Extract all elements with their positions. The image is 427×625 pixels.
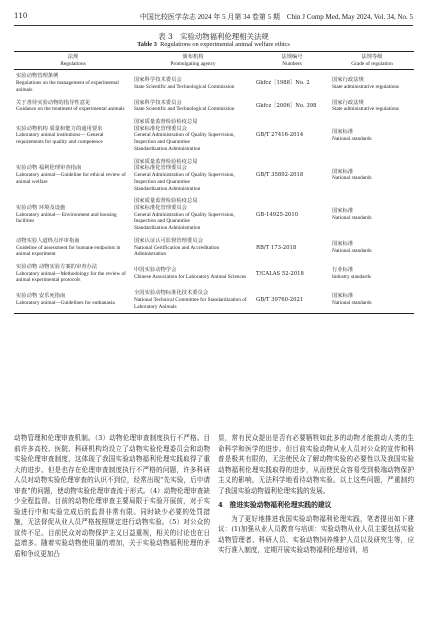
header-regulations: 法规 Regulations bbox=[14, 52, 132, 70]
grade-cell: 国家行政法规 State administrative regulations bbox=[332, 99, 400, 113]
agency-cell: 国家质量监督检验检疫总局 国家标准化管理委员会 General Administration of Quality Supervision, Inspection and Quarantine Standardization Administration bbox=[134, 158, 235, 192]
regulation-cell: 实验动物 动物实验方案的审查办法 Laboratory animal—Methodology for the review of animal experimental protocols bbox=[16, 263, 126, 284]
table-row bbox=[14, 97, 414, 116]
grade-cell: 国家行政法规 State administrative regulations bbox=[332, 76, 400, 90]
agency-cell: 国家科学技术委员会 State Scientific and Technological Commission bbox=[134, 99, 235, 113]
header-rule bbox=[14, 25, 413, 26]
agency-cell: 中国实验动物学会 Chinese Association for Laboratory Animal Sciences bbox=[134, 267, 247, 281]
number-cell: GB/T 39760-2021 bbox=[254, 287, 330, 314]
section-heading: 4 推进实验动物福利伦理实践的建议 bbox=[218, 501, 332, 510]
table-caption-en bbox=[0, 41, 427, 48]
grade-cell: 国家标准 National standards bbox=[332, 129, 372, 142]
running-header: 中国比较医学杂志 2024 年 5 月第 34 卷第 5 期 Chin J Comp Med, May 2024, Vol. 34, No. 5 bbox=[139, 13, 413, 21]
grade-cell: 国家标准 National standards bbox=[332, 241, 372, 254]
table-header-row bbox=[14, 52, 414, 70]
agency-cell: 国家质量监督检验检疫总局 国家标准化管理委员会 General Administration of Quality Supervision, Inspection and Quarantine Standardization Administration bbox=[134, 198, 235, 232]
header-numbers: 法规编号 Numbers bbox=[254, 52, 330, 70]
agency-cell: 国家认证认可监督管理委员会 National Certification and Accreditation Administration bbox=[134, 237, 220, 258]
table-row bbox=[14, 235, 414, 261]
table-caption-text: Regulations on experimental animal welfare ethics bbox=[160, 41, 290, 48]
page-number: 110 bbox=[14, 12, 28, 20]
number-cell: T/CALAS 52-2018 bbox=[256, 270, 304, 277]
left-body-column bbox=[14, 433, 210, 560]
regulation-cell: 实验动物 福利伦理审查指南 Laboratory animal—Guideline for ethical review of animal welfare bbox=[16, 165, 126, 185]
grade-cell: 国家标准 National standards bbox=[332, 208, 372, 222]
grade-cell: 国家标准 National standards bbox=[330, 287, 414, 314]
number-cell: Gkfcz［1988］No. 2 bbox=[256, 80, 310, 87]
right-body-column bbox=[218, 433, 414, 556]
body-paragraph: 显，常有民众提出是否有必要牺牲如此多的动物才能推动人类的生命科学和医学的进步。但目前实验动物从业人员对公众的宣传和科普是极其有限的，无法使民众了解动物实验的必要性以及我国实验动物福利伦理实践取得的进步，从而使民众容易受到极端动物保护主义的影响，无法科学地看待动物实验。以上这些问题，严重制约了我国实验动物福利伦理实践的发展。 bbox=[218, 434, 414, 495]
table-row bbox=[14, 195, 414, 235]
table-row bbox=[14, 156, 414, 196]
regulation-cell: 动物实验人道终点评审指南 Guideline of assessment for humane endpoints in animal experiment bbox=[16, 237, 121, 258]
regulation-cell: 关于善待实验动物的指导性意见 Guidance on the treatment of experimental animals bbox=[16, 99, 125, 113]
number-cell: GB/T 35892-2018 bbox=[256, 172, 304, 179]
regulation-cell: 实验动物机构 质量和能力的通用要求 Laboratory animal institutions— General requirements for quality and competence bbox=[16, 125, 104, 146]
body-paragraph: 动物管理和伦理审查机制。（3）动物伦理审查制度执行不严格。目前许多高校、医院、科研机构均设立了动物实验伦理委员会和动物实验伦理审查制度，这体现了我国实验动物福利伦理实践取得了重大的进步。但是也存在伦理审查制度执行不严格的问题，许多科研人员对动物实验伦理审查的认识不到位，经常出现“先实验，后申请审查”的问题，使动物实验伦理审查流于形式。（4）动物伦理审查缺少全程监督。目前的动物伦理审查主要局限于实验开展前，对于实验进行中和实验完成后的监督非常有限。同时缺少必要的处罚措施，无法督促从业人员严格按照规定进行动物实验。（5）对公众的宣传不足。目前民众对动物保护主义日益重视，相关的讨论也在日益增多。随着实验动物使用量的增加，关于实验动物福利伦理的矛盾和争议更加凸 bbox=[14, 434, 210, 559]
header-agency: 颁布机构 Promulgating agency bbox=[132, 52, 254, 70]
table-row bbox=[14, 261, 414, 287]
agency-cell: 国家质量监督检验检疫总局 国家标准化管理委员会 General Administration of Quality Supervision, Inspection and Quarantine Standardization Administration bbox=[134, 119, 235, 152]
regulations-table bbox=[14, 51, 414, 314]
grade-cell: 行业标准 Industry standards bbox=[332, 267, 371, 281]
number-cell: RB/T 173-2018 bbox=[256, 244, 297, 251]
table-row bbox=[14, 70, 414, 97]
body-paragraph: 为了更好地推进我国实验动物福利伦理实践，笔者提出如下建议：(1)加强从业人员教育与培训：实验动物从业人员主要包括实验动物管理者、科研人员、实验动物饲养维护人员以及研究生等，应实行准入制度，定期开展实验动物福利伦理培训，培 bbox=[218, 514, 414, 555]
regulation-cell: 实验动物管理条例 Regulations on the management of experimental animals bbox=[16, 73, 119, 93]
number-cell: GB/T 27416-2014 bbox=[256, 132, 304, 139]
regulation-cell: 实验动物 环境及设施 Laboratory animal— Environment and housing facilities bbox=[16, 204, 117, 225]
regulation-cell: 实验动物 安乐死指南 Laboratory animal—Guidelines for euthanasia bbox=[14, 287, 132, 314]
header-grade: 法规等级 Grade of regulation bbox=[330, 52, 414, 70]
agency-cell: 国家科学技术委员会 State Scientific and Technological Commission bbox=[134, 76, 235, 90]
table-row bbox=[14, 116, 414, 156]
grade-cell: 国家标准 National standards bbox=[332, 168, 372, 182]
number-cell: Gkfcz［2006］No. 398 bbox=[256, 102, 317, 109]
agency-cell: 全国实验动物标准化技术委员会 National Technical Committee for Standardization of Laboratory Animals bbox=[132, 287, 254, 314]
table-row bbox=[14, 287, 414, 314]
number-cell: GB-14925-2010 bbox=[256, 211, 299, 218]
table-caption-cn: 表 3 实验动物福利伦理相关法规 bbox=[158, 32, 269, 41]
table-label: Table 3 bbox=[137, 41, 157, 48]
page-header bbox=[14, 10, 413, 24]
